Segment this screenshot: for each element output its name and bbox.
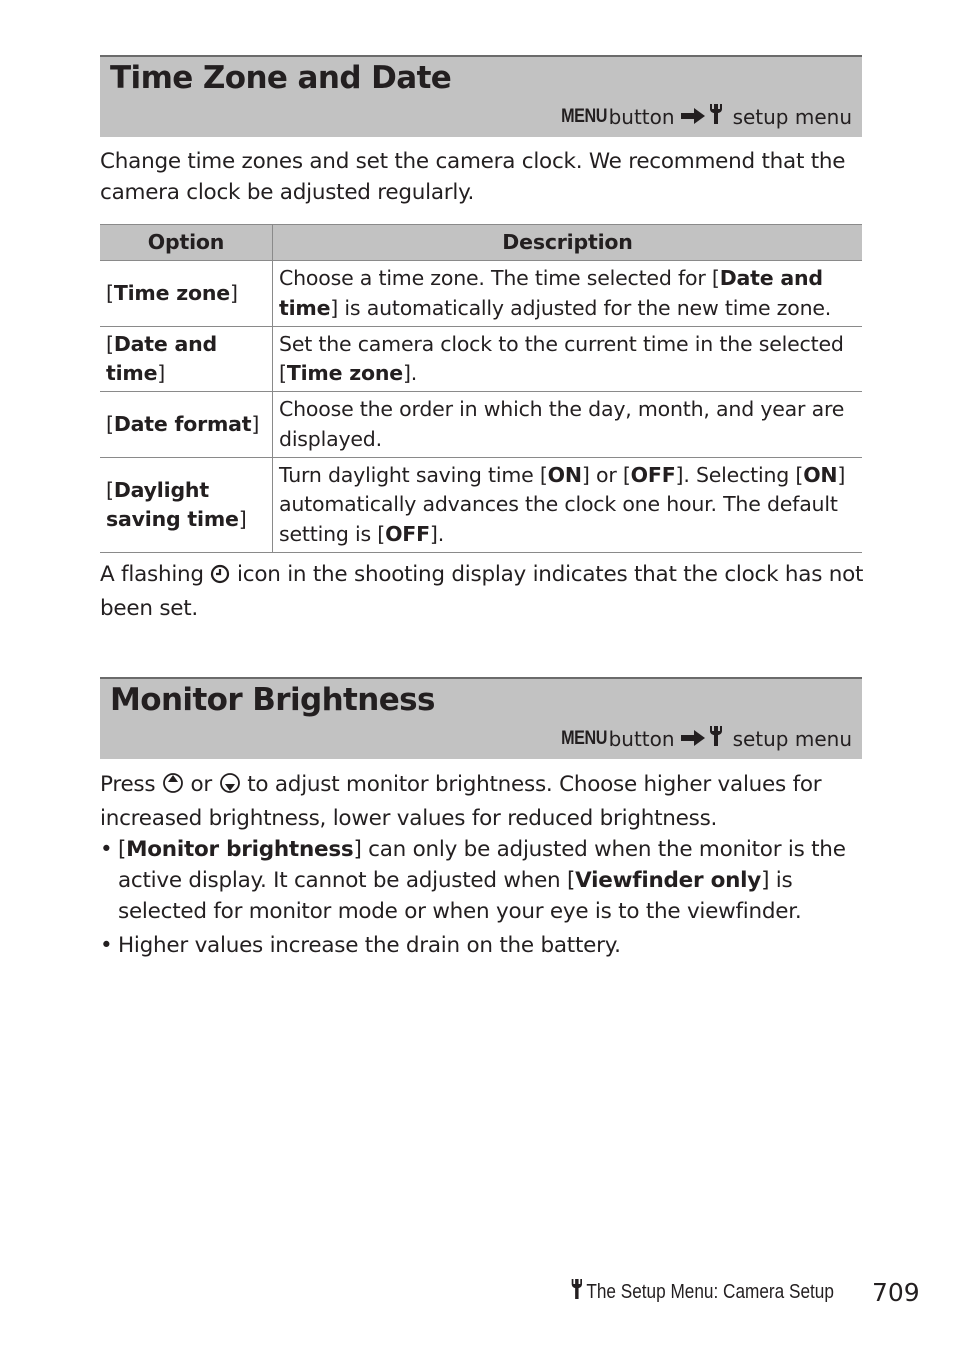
desc-text: ] is automatically adjusted for the new time zone. bbox=[330, 295, 832, 320]
desc-bold: ON bbox=[547, 462, 582, 487]
menu-button-label: MENU bbox=[560, 105, 607, 127]
desc-text: ]. bbox=[402, 361, 418, 385]
clock-note bbox=[100, 559, 870, 624]
option-name: Daylight bbox=[113, 477, 209, 502]
table-row bbox=[100, 327, 862, 392]
press-text: to adjust monitor brightness. Choose higher values for increased brightness, lower values for reduced brightness. bbox=[100, 772, 822, 831]
clock-icon bbox=[210, 562, 230, 593]
menu-destination: setup menu bbox=[732, 104, 852, 129]
press-text: Press bbox=[100, 772, 156, 797]
section-header-time-zone bbox=[100, 55, 862, 137]
description-cell bbox=[273, 261, 863, 327]
column-header-option: Option bbox=[100, 225, 273, 261]
intro-paragraph: Change time zones and set the camera clock. We recommend that the camera clock be adjusted regularly. bbox=[100, 149, 846, 205]
section-title: Monitor Brightness bbox=[110, 682, 435, 718]
bullet-item bbox=[100, 834, 870, 927]
description-cell bbox=[273, 327, 863, 392]
desc-bold: Time zone bbox=[286, 361, 403, 385]
press-text: or bbox=[190, 772, 213, 797]
option-cell: [Date and time] bbox=[100, 327, 273, 392]
option-name: Date format bbox=[113, 411, 252, 436]
footer-section-label bbox=[571, 1278, 834, 1306]
wrench-icon bbox=[709, 103, 723, 130]
desc-bold: OFF bbox=[630, 462, 676, 487]
options-table bbox=[100, 224, 862, 553]
bullet-text: Higher values increase the drain on the battery. bbox=[118, 933, 621, 958]
desc-bold: ON bbox=[803, 462, 838, 487]
option-cell: [Daylight saving time] bbox=[100, 458, 273, 553]
wrench-icon bbox=[571, 1278, 583, 1306]
menu-button-label: MENU bbox=[560, 727, 607, 749]
footer-label-text: The Setup Menu: Camera Setup bbox=[586, 1280, 834, 1303]
desc-text: Turn daylight saving time [ bbox=[279, 462, 548, 487]
table-header-row bbox=[100, 225, 862, 261]
section-title: Time Zone and Date bbox=[110, 60, 452, 96]
arrow-right-icon bbox=[681, 727, 705, 751]
wrench-icon bbox=[709, 725, 723, 752]
desc-text: Set the camera clock to the current time in the selected [ bbox=[279, 331, 844, 385]
bullet-bold: Monitor brightness bbox=[126, 837, 354, 862]
desc-bold: OFF bbox=[385, 521, 430, 546]
desc-text: ] or [ bbox=[581, 462, 631, 487]
table-row bbox=[100, 392, 862, 458]
option-name: time bbox=[106, 361, 158, 385]
desc-text: ]. bbox=[429, 521, 445, 546]
desc-text: ]. Selecting [ bbox=[675, 462, 804, 487]
menu-path bbox=[553, 103, 852, 130]
option-cell: [Date format] bbox=[100, 392, 273, 458]
description-cell: Choose the order in which the day, month, and year are displayed. bbox=[273, 392, 863, 458]
note-text: A flashing bbox=[100, 562, 204, 587]
column-header-description: Description bbox=[273, 225, 863, 261]
bullet-item bbox=[100, 930, 870, 961]
arrow-right-icon bbox=[681, 105, 705, 129]
option-cell: [Time zone] bbox=[100, 261, 273, 327]
menu-button-text: button bbox=[608, 726, 675, 751]
section-header-monitor-brightness bbox=[100, 677, 862, 759]
option-name: Time zone bbox=[113, 280, 230, 305]
menu-destination: setup menu bbox=[732, 726, 852, 751]
option-name: saving time bbox=[106, 507, 239, 531]
bullet-dot: • bbox=[100, 837, 113, 862]
menu-path bbox=[553, 725, 852, 752]
bullet-part: ] is selected for monitor mode or when your eye is to the viewfinder. bbox=[118, 868, 802, 924]
desc-text: ] automatically advances the clock one hour. The default setting is [ bbox=[279, 462, 846, 546]
bullet-part: ] can only be adjusted when the monitor is the active display. It cannot be adjusted when [ bbox=[118, 837, 846, 893]
bullet-part: [ bbox=[118, 837, 127, 862]
desc-text: Choose a time zone. The time selected for [ bbox=[279, 266, 720, 290]
multi-selector-down-icon bbox=[219, 772, 241, 803]
menu-button-text: button bbox=[608, 104, 675, 129]
bullet-dot: • bbox=[100, 933, 113, 958]
option-name: Date and bbox=[113, 331, 218, 356]
multi-selector-up-icon bbox=[162, 772, 184, 803]
desc-bold: Date and time bbox=[279, 266, 823, 320]
page-number: 709 bbox=[872, 1278, 920, 1307]
table-row bbox=[100, 261, 862, 327]
bullet-bold: Viewfinder only bbox=[575, 868, 762, 893]
note-text: icon in the shooting display indicates that the clock has not been set. bbox=[100, 562, 864, 621]
press-paragraph bbox=[100, 769, 870, 834]
description-cell bbox=[273, 458, 863, 553]
table-row bbox=[100, 458, 862, 553]
bullet-text bbox=[118, 834, 870, 927]
